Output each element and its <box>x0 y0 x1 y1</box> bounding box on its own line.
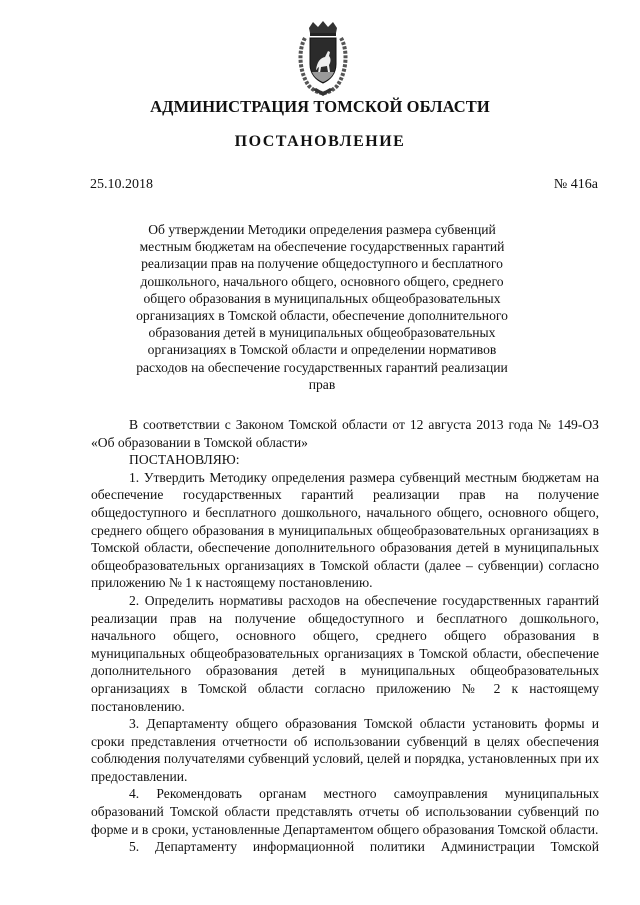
resolve-heading: ПОСТАНОВЛЯЮ: <box>129 452 240 468</box>
organization-title: АДМИНИСТРАЦИЯ ТОМСКОЙ ОБЛАСТИ <box>150 97 490 116</box>
document-subject: Об утверждении Методики определения размера субвенций местным бюджетам на обеспечение государственных гарантий реализации прав на получение общедоступного и бесплатного дошкольного, начального общего, основного общего, среднего общего образования в муниципальных общеобразовательных организациях в Томской области, обеспечение дополнительного образования детей в муниципальных общеобразовательных организациях в Томской области и определении нормативов расходов на обеспечение государственных гарантий реализации прав <box>136 222 508 392</box>
coat-of-arms-icon <box>295 20 351 98</box>
item-paragraph-5: 5. Департаменту информационной политики Администрации Томской <box>129 839 599 855</box>
document-body <box>91 416 599 856</box>
item-paragraph-4: 4. Рекомендовать органам местного самоуправления муниципальных образований Томской области представлять отчеты об использовании субвенций по форме и в сроки, установленные Департаментом общего образования Томской области. <box>91 786 599 837</box>
item-paragraph-3: 3. Департаменту общего образования Томской области установить формы и сроки представления отчетности об использовании субвенций в целях обеспечения соблюдения получателями субвенций условий, целей и порядка, установленных при их предоставлении. <box>91 716 599 784</box>
document-date: 25.10.2018 <box>90 177 153 192</box>
item-paragraph-1: 1. Утвердить Методику определения размера субвенций местным бюджетам на обеспечение государственных гарантий реализации прав на получение общедоступного и бесплатного дошкольного, начального общего, основного общего, среднего общего образования в муниципальных общеобразовательных организациях в Томской области, обеспечение дополнительного образования детей в муниципальных общеобразовательных организациях в Томской области (далее – субвенции) согласно приложению № 1 к настоящему постановлению. <box>91 469 599 591</box>
document-number: № 416а <box>553 177 598 192</box>
preamble-paragraph: В соответствии с Законом Томской области от 12 августа 2013 года № 149-ОЗ «Об образовании в Томской области» <box>91 417 599 450</box>
item-paragraph-2: 2. Определить нормативы расходов на обеспечение государственных гарантий реализации прав на получение общедоступного и бесплатного дошкольного, начального общего, основного общего, среднего общего образования в муниципальных общеобразовательных организациях в Томской области, обеспечение дополнительного образования детей в муниципальных общеобразовательных организациях в Томской области согласно приложению № 2 к настоящему постановлению. <box>91 592 599 714</box>
document-type: ПОСТАНОВЛЕНИЕ <box>234 133 406 150</box>
